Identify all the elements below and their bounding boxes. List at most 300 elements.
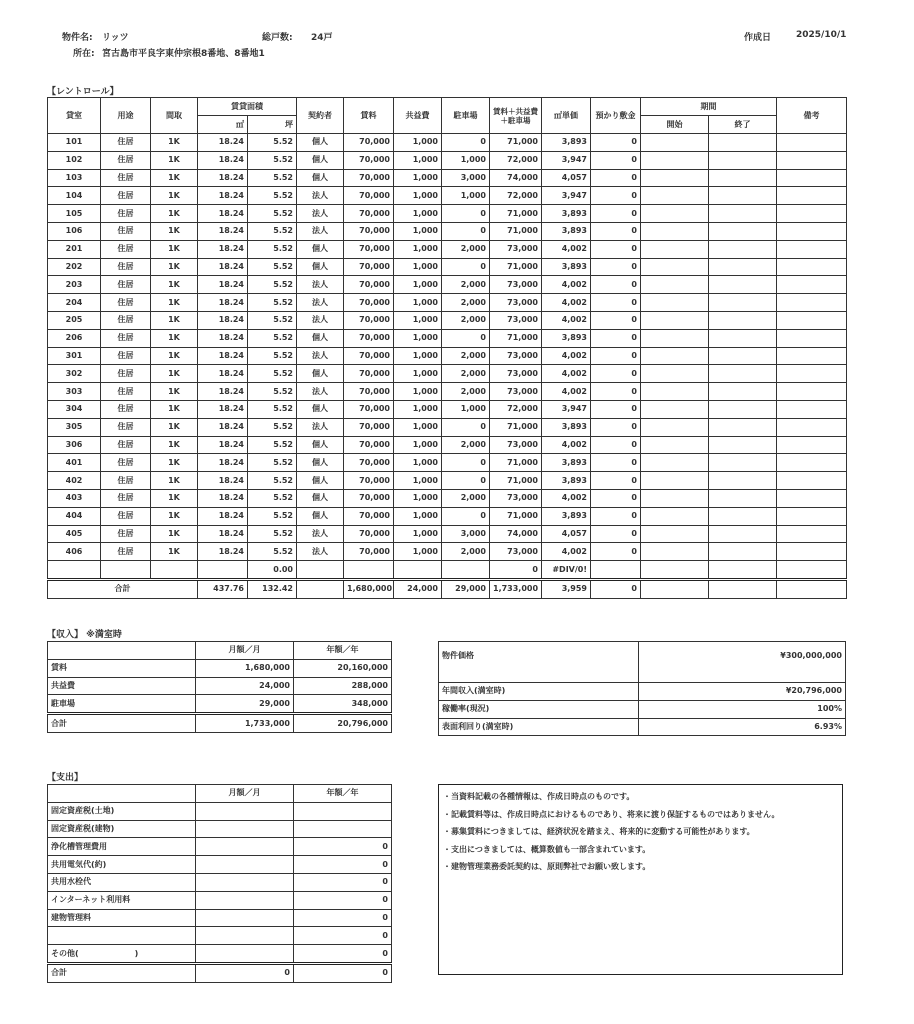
cell-unit-price: 3,893 <box>542 134 591 152</box>
cell-start <box>641 311 709 329</box>
rent-roll-row <box>48 205 847 223</box>
cell-deposit: 0 <box>591 489 641 507</box>
cell-tsubo: 5.52 <box>248 400 297 418</box>
cell-room: 303 <box>48 383 101 401</box>
income-col-annual: 年額／年 <box>294 642 392 660</box>
cell-parking: 1,000 <box>442 187 490 205</box>
summary-table <box>438 641 846 736</box>
cell-rent: 70,000 <box>344 454 394 472</box>
cell-contractor: 法人 <box>297 276 344 294</box>
rent-roll-row <box>48 347 847 365</box>
cell-remarks <box>777 525 847 543</box>
summary-row <box>439 718 846 736</box>
expense-monthly <box>196 802 294 820</box>
cell-remarks <box>777 187 847 205</box>
summary-label: 年間収入(満室時) <box>439 683 639 701</box>
cell-use: 住居 <box>101 294 151 312</box>
cell-end <box>709 187 777 205</box>
rent-roll-row <box>48 383 847 401</box>
cell-end <box>709 472 777 490</box>
cell-parking: 2,000 <box>442 365 490 383</box>
cell-parking: 0 <box>442 134 490 152</box>
cell-parking: 1,000 <box>442 151 490 169</box>
expense-total-label: 合計 <box>48 963 196 982</box>
cell-use: 住居 <box>101 489 151 507</box>
cell-remarks <box>777 258 847 276</box>
cell-start <box>641 258 709 276</box>
cell-use: 住居 <box>101 400 151 418</box>
cell-parking: 1,000 <box>442 400 490 418</box>
income-row <box>48 659 392 677</box>
expense-label: 建物管理料 <box>48 909 196 927</box>
cell-start <box>641 347 709 365</box>
expense-annual: 0 <box>294 891 392 909</box>
cell-room: 302 <box>48 365 101 383</box>
header-rent: 賃料 <box>344 98 394 134</box>
cell-remarks <box>777 383 847 401</box>
cell-parking: 2,000 <box>442 294 490 312</box>
cell-unit-price: 4,002 <box>542 383 591 401</box>
cell-start <box>641 222 709 240</box>
rent-roll-row <box>48 400 847 418</box>
cell-parking: 0 <box>442 418 490 436</box>
cell-remarks <box>777 561 847 580</box>
cell-rent: 70,000 <box>344 489 394 507</box>
income-monthly: 29,000 <box>196 695 294 714</box>
cell-deposit: 0 <box>591 151 641 169</box>
income-corner <box>48 642 196 660</box>
income-label: 共益費 <box>48 677 196 695</box>
cell-contractor: 個人 <box>297 329 344 347</box>
cell-total: 71,000 <box>490 222 542 240</box>
cell-common: 1,000 <box>394 222 442 240</box>
cell-common: 1,000 <box>394 383 442 401</box>
rent-roll-row <box>48 187 847 205</box>
cell-remarks <box>777 240 847 258</box>
cell-end <box>709 169 777 187</box>
rent-roll-row <box>48 151 847 169</box>
expense-label: インターネット利用料 <box>48 891 196 909</box>
cell-layout: 1K <box>151 258 198 276</box>
cell-tsubo: 5.52 <box>248 258 297 276</box>
cell-end <box>709 294 777 312</box>
cell-room: 401 <box>48 454 101 472</box>
expense-annual <box>294 820 392 838</box>
cell-deposit: 0 <box>591 329 641 347</box>
cell-total: 71,000 <box>490 329 542 347</box>
cell-common: 1,000 <box>394 311 442 329</box>
cell-sqm: 18.24 <box>198 365 248 383</box>
header-contractor: 契約者 <box>297 98 344 134</box>
cell-sqm: 18.24 <box>198 436 248 454</box>
cell-contractor: 法人 <box>297 347 344 365</box>
cell-use: 住居 <box>101 258 151 276</box>
cell-deposit: 0 <box>591 454 641 472</box>
cell-rent: 70,000 <box>344 294 394 312</box>
cell-rent: 70,000 <box>344 169 394 187</box>
cell-unit-price: 3,893 <box>542 418 591 436</box>
cell-start <box>641 507 709 525</box>
cell-start <box>641 383 709 401</box>
total-deposit: 0 <box>591 579 641 598</box>
cell-end <box>709 525 777 543</box>
cell-rent: 70,000 <box>344 436 394 454</box>
cell-layout: 1K <box>151 436 198 454</box>
cell-common: 1,000 <box>394 347 442 365</box>
note-item: ・支出につきましては、概算数値も一部含まれています。 <box>443 844 651 854</box>
cell-end <box>709 134 777 152</box>
summary-row <box>439 683 846 701</box>
cell-layout: 1K <box>151 507 198 525</box>
cell-use: 住居 <box>101 543 151 561</box>
cell-contractor: 法人 <box>297 311 344 329</box>
cell-unit-price: 4,002 <box>542 294 591 312</box>
cell-use: 住居 <box>101 329 151 347</box>
cell-contractor: 個人 <box>297 400 344 418</box>
income-annual: 288,000 <box>294 677 392 695</box>
cell-sqm: 18.24 <box>198 311 248 329</box>
cell-total: 73,000 <box>490 436 542 454</box>
cell-room: 205 <box>48 311 101 329</box>
cell-use: 住居 <box>101 311 151 329</box>
cell-unit-price: 3,893 <box>542 507 591 525</box>
summary-label: 稼働率(現況) <box>439 700 639 718</box>
cell-parking: 2,000 <box>442 489 490 507</box>
cell-contractor: 個人 <box>297 365 344 383</box>
cell-deposit: 0 <box>591 347 641 365</box>
cell-use: 住居 <box>101 472 151 490</box>
cell-sqm: 18.24 <box>198 329 248 347</box>
cell-contractor: 個人 <box>297 134 344 152</box>
rent-roll-row <box>48 454 847 472</box>
cell-tsubo: 5.52 <box>248 525 297 543</box>
cell-room <box>48 561 101 580</box>
cell-total: 71,000 <box>490 205 542 223</box>
total-parking: 29,000 <box>442 579 490 598</box>
cell-room: 403 <box>48 489 101 507</box>
cell-start <box>641 134 709 152</box>
summary-row <box>439 700 846 718</box>
cell-total: 73,000 <box>490 276 542 294</box>
header-deposit: 預かり敷金 <box>591 98 641 134</box>
cell-tsubo: 5.52 <box>248 383 297 401</box>
cell-rent: 70,000 <box>344 222 394 240</box>
cell-tsubo: 5.52 <box>248 134 297 152</box>
cell-end <box>709 311 777 329</box>
cell-contractor: 個人 <box>297 489 344 507</box>
cell-rent: 70,000 <box>344 543 394 561</box>
cell-common: 1,000 <box>394 418 442 436</box>
cell-layout: 1K <box>151 329 198 347</box>
rent-roll-row <box>48 507 847 525</box>
cell-use: 住居 <box>101 222 151 240</box>
cell-remarks <box>777 205 847 223</box>
total-unit-price: 3,959 <box>542 579 591 598</box>
cell-remarks <box>777 400 847 418</box>
cell-common: 1,000 <box>394 187 442 205</box>
cell-parking: 0 <box>442 472 490 490</box>
cell-remarks <box>777 311 847 329</box>
cell-layout: 1K <box>151 169 198 187</box>
header-period: 期間 <box>641 98 777 116</box>
cell-contractor: 個人 <box>297 169 344 187</box>
cell-total: 0 <box>490 561 542 580</box>
cell-tsubo: 5.52 <box>248 543 297 561</box>
cell-sqm: 18.24 <box>198 418 248 436</box>
expense-label: 浄化槽管理費用 <box>48 838 196 856</box>
cell-deposit: 0 <box>591 222 641 240</box>
cell-deposit <box>591 561 641 580</box>
expense-monthly <box>196 945 294 964</box>
cell-tsubo: 5.52 <box>248 507 297 525</box>
cell-sqm: 18.24 <box>198 507 248 525</box>
cell-deposit: 0 <box>591 525 641 543</box>
cell-sqm: 18.24 <box>198 187 248 205</box>
cell-start <box>641 561 709 580</box>
cell-room: 405 <box>48 525 101 543</box>
cell-contractor: 法人 <box>297 418 344 436</box>
expense-monthly <box>196 856 294 874</box>
cell-layout: 1K <box>151 240 198 258</box>
cell-parking: 0 <box>442 258 490 276</box>
cell-remarks <box>777 329 847 347</box>
cell-unit-price: 3,947 <box>542 151 591 169</box>
expense-label <box>48 927 196 945</box>
cell-unit-price: #DIV/0! <box>542 561 591 580</box>
rent-roll-row <box>48 222 847 240</box>
cell-end <box>709 543 777 561</box>
cell-layout: 1K <box>151 472 198 490</box>
cell-common: 1,000 <box>394 489 442 507</box>
cell-layout: 1K <box>151 418 198 436</box>
expense-row <box>48 945 392 964</box>
header-layout: 間取 <box>151 98 198 134</box>
cell-tsubo: 5.52 <box>248 329 297 347</box>
note-item: ・建物管理業務委託契約は、原則弊社でお願い致します。 <box>443 862 651 872</box>
cell-start <box>641 400 709 418</box>
cell-deposit: 0 <box>591 187 641 205</box>
cell-end <box>709 347 777 365</box>
cell-end <box>709 436 777 454</box>
cell-total: 73,000 <box>490 543 542 561</box>
expense-row <box>48 891 392 909</box>
header-area-tsubo: 坪 <box>248 116 297 134</box>
cell-total: 71,000 <box>490 472 542 490</box>
income-title: 【収入】 ※満室時 <box>47 630 122 640</box>
cell-end <box>709 454 777 472</box>
cell-common: 1,000 <box>394 205 442 223</box>
cell-sqm: 18.24 <box>198 383 248 401</box>
cell-remarks <box>777 134 847 152</box>
cell-contractor: 法人 <box>297 205 344 223</box>
property-name-label: 物件名: <box>62 33 93 43</box>
cell-use: 住居 <box>101 276 151 294</box>
cell-unit-price: 4,057 <box>542 169 591 187</box>
expense-label: 共用水栓代 <box>48 873 196 891</box>
cell-layout: 1K <box>151 525 198 543</box>
cell-start <box>641 187 709 205</box>
cell-use: 住居 <box>101 436 151 454</box>
cell-room: 101 <box>48 134 101 152</box>
cell-unit-price: 3,893 <box>542 472 591 490</box>
expense-monthly <box>196 891 294 909</box>
cell-start <box>641 525 709 543</box>
cell-start <box>641 418 709 436</box>
total-units-label: 総戸数: <box>262 33 293 43</box>
cell-contractor: 法人 <box>297 294 344 312</box>
cell-layout: 1K <box>151 222 198 240</box>
cell-parking: 2,000 <box>442 311 490 329</box>
cell-common: 1,000 <box>394 329 442 347</box>
cell-room: 406 <box>48 543 101 561</box>
cell-contractor: 個人 <box>297 454 344 472</box>
cell-rent: 70,000 <box>344 347 394 365</box>
cell-tsubo: 5.52 <box>248 276 297 294</box>
cell-remarks <box>777 347 847 365</box>
cell-start <box>641 294 709 312</box>
cell-unit-price: 4,002 <box>542 240 591 258</box>
summary-label: 物件価格 <box>439 642 639 683</box>
cell-contractor: 個人 <box>297 436 344 454</box>
cell-unit-price: 3,893 <box>542 258 591 276</box>
cell-contractor: 法人 <box>297 525 344 543</box>
expense-row <box>48 820 392 838</box>
cell-start <box>641 240 709 258</box>
rent-roll-row <box>48 134 847 152</box>
cell-sqm: 18.24 <box>198 489 248 507</box>
cell-unit-price: 4,002 <box>542 436 591 454</box>
expense-col-monthly: 月額／月 <box>196 785 294 803</box>
cell-unit-price: 3,947 <box>542 400 591 418</box>
rent-roll-row <box>48 489 847 507</box>
cell-layout: 1K <box>151 151 198 169</box>
total-total: 1,733,000 <box>490 579 542 598</box>
rent-roll-row <box>48 276 847 294</box>
summary-value: 6.93% <box>639 718 846 736</box>
expense-annual: 0 <box>294 927 392 945</box>
rent-roll-row <box>48 543 847 561</box>
cell-total: 71,000 <box>490 418 542 436</box>
header-unit-price: ㎡単価 <box>542 98 591 134</box>
cell-contractor: 法人 <box>297 222 344 240</box>
cell-end <box>709 400 777 418</box>
cell-start <box>641 454 709 472</box>
expense-label: その他( ) <box>48 945 196 964</box>
rent-roll-row <box>48 329 847 347</box>
expense-label: 共用電気代(約) <box>48 856 196 874</box>
cell-room: 306 <box>48 436 101 454</box>
cell-total: 73,000 <box>490 240 542 258</box>
cell-layout: 1K <box>151 205 198 223</box>
cell-sqm: 18.24 <box>198 472 248 490</box>
income-table <box>47 641 392 733</box>
cell-start <box>641 365 709 383</box>
rent-roll-row <box>48 418 847 436</box>
cell-contractor: 個人 <box>297 472 344 490</box>
cell-room: 402 <box>48 472 101 490</box>
rent-roll-row <box>48 258 847 276</box>
cell-deposit: 0 <box>591 436 641 454</box>
note-item: ・募集賃料につきましては、経済状況を踏まえ、将来的に変動する可能性があります。 <box>443 827 755 837</box>
cell-remarks <box>777 222 847 240</box>
cell-layout: 1K <box>151 454 198 472</box>
cell-contractor <box>297 561 344 580</box>
cell-tsubo: 5.52 <box>248 222 297 240</box>
cell-common: 1,000 <box>394 365 442 383</box>
header-common-fee: 共益費 <box>394 98 442 134</box>
cell-room: 305 <box>48 418 101 436</box>
cell-total: 71,000 <box>490 454 542 472</box>
cell-unit-price: 4,057 <box>542 525 591 543</box>
cell-unit-price: 3,947 <box>542 187 591 205</box>
cell-sqm: 18.24 <box>198 134 248 152</box>
total-units: 24戸 <box>311 33 333 43</box>
cell-end <box>709 365 777 383</box>
cell-use: 住居 <box>101 454 151 472</box>
expense-table <box>47 784 392 983</box>
cell-common: 1,000 <box>394 258 442 276</box>
cell-total: 73,000 <box>490 365 542 383</box>
cell-unit-price: 4,002 <box>542 543 591 561</box>
summary-label: 表面利回り(満室時) <box>439 718 639 736</box>
cell-tsubo: 0.00 <box>248 561 297 580</box>
income-monthly: 24,000 <box>196 677 294 695</box>
cell-rent: 70,000 <box>344 205 394 223</box>
header-remarks: 備考 <box>777 98 847 134</box>
cell-layout: 1K <box>151 365 198 383</box>
cell-rent: 70,000 <box>344 258 394 276</box>
cell-common: 1,000 <box>394 507 442 525</box>
cell-start <box>641 472 709 490</box>
cell-use <box>101 561 151 580</box>
expense-monthly <box>196 820 294 838</box>
cell-total: 72,000 <box>490 400 542 418</box>
cell-parking: 2,000 <box>442 436 490 454</box>
cell-sqm: 18.24 <box>198 240 248 258</box>
cell-common: 1,000 <box>394 525 442 543</box>
cell-layout: 1K <box>151 400 198 418</box>
cell-deposit: 0 <box>591 543 641 561</box>
cell-layout: 1K <box>151 489 198 507</box>
cell-rent: 70,000 <box>344 276 394 294</box>
expense-annual: 0 <box>294 856 392 874</box>
cell-use: 住居 <box>101 240 151 258</box>
cell-deposit: 0 <box>591 205 641 223</box>
cell-start <box>641 151 709 169</box>
cell-tsubo: 5.52 <box>248 240 297 258</box>
cell-start <box>641 436 709 454</box>
cell-unit-price: 3,893 <box>542 205 591 223</box>
cell-total: 71,000 <box>490 134 542 152</box>
cell-use: 住居 <box>101 383 151 401</box>
expense-corner <box>48 785 196 803</box>
cell-end <box>709 240 777 258</box>
cell-tsubo: 5.52 <box>248 436 297 454</box>
cell-deposit: 0 <box>591 134 641 152</box>
cell-room: 201 <box>48 240 101 258</box>
cell-rent: 70,000 <box>344 134 394 152</box>
expense-monthly <box>196 909 294 927</box>
cell-parking: 2,000 <box>442 543 490 561</box>
cell-sqm: 18.24 <box>198 454 248 472</box>
cell-use: 住居 <box>101 507 151 525</box>
cell-unit-price: 4,002 <box>542 347 591 365</box>
cell-total: 72,000 <box>490 151 542 169</box>
expense-col-annual: 年額／年 <box>294 785 392 803</box>
cell-tsubo: 5.52 <box>248 151 297 169</box>
summary-row <box>439 642 846 683</box>
cell-tsubo: 5.52 <box>248 472 297 490</box>
